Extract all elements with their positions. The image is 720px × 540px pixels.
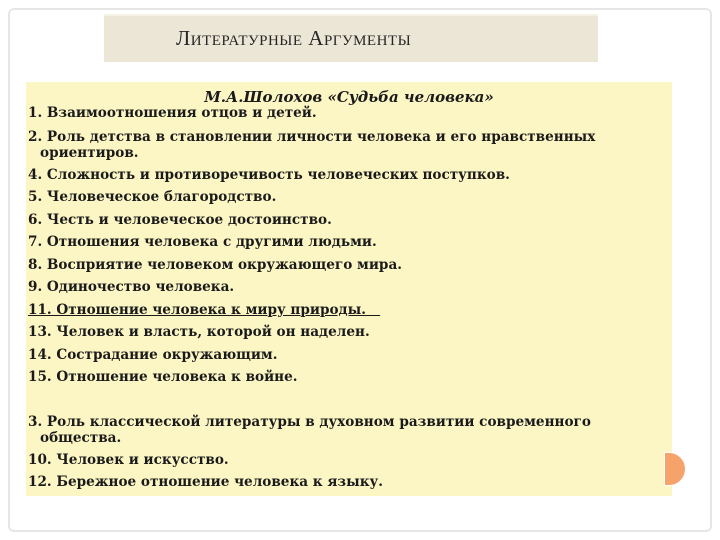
- list-item: 2. Роль детства в становлении личности человека и его нравственных ориентиров.: [28, 128, 596, 162]
- list-item: 4. Сложность и противоречивость человеческих поступков.: [28, 166, 510, 183]
- arguments-list: [28, 102, 668, 494]
- list-item: 1. Взаимоотношения отцов и детей.: [28, 105, 317, 121]
- slide-title: Литературные Аргументы: [176, 26, 412, 50]
- list-item: 10. Человек и искусство.: [28, 451, 229, 468]
- list-item: 12. Бережное отношение человека к языку.: [28, 474, 383, 491]
- list-item: 6. Честь и человеческое достоинство.: [28, 211, 332, 228]
- list-item: 7. Отношения человека с другими людьми.: [28, 234, 377, 251]
- list-item: 3. Роль классической литературы в духовном развитии современного общества.: [28, 413, 591, 447]
- list-item: 13. Человек и власть, которой он наделен.: [28, 324, 370, 341]
- list-item: 15. Отношение человека к войне.: [28, 369, 298, 386]
- list-item: 11. Отношение человека к миру природы.: [28, 301, 366, 318]
- content-box: [26, 82, 672, 496]
- list-item: 9. Одиночество человека.: [28, 279, 235, 296]
- list-item: 14. Сострадание окружающим.: [28, 346, 278, 363]
- list-item: 8. Восприятие человеком окружающего мира.: [28, 256, 402, 273]
- list-item: 5. Человеческое благородство.: [28, 189, 277, 206]
- list-spacer: [28, 389, 668, 410]
- subtitle: М.А.Шолохов «Судьба человека»: [204, 88, 494, 106]
